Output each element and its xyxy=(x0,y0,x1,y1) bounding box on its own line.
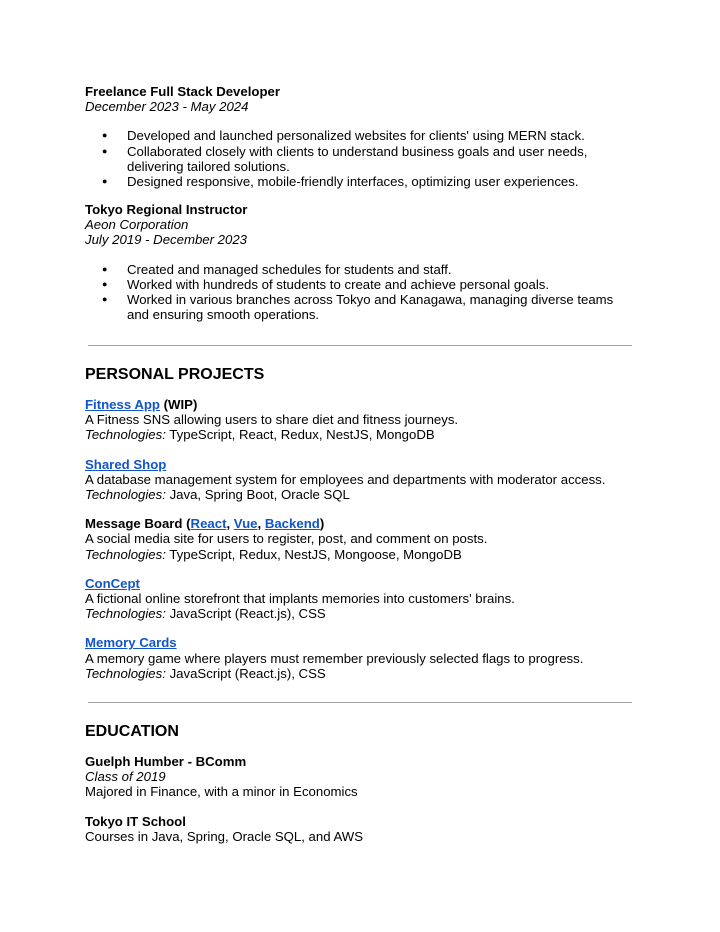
tech-label: Technologies: xyxy=(85,665,166,681)
project-entry xyxy=(85,635,632,681)
experience-entry xyxy=(85,202,632,322)
bullet xyxy=(85,292,632,322)
job-title: Tokyo Regional Instructor xyxy=(85,202,248,217)
tech-list: Java, Spring Boot, Oracle SQL xyxy=(165,487,350,503)
bullet: ● Developed and launched personalized websites for clients' using MERN stack. xyxy=(85,128,632,143)
job-bullets xyxy=(85,262,632,323)
project-link[interactable]: Memory Cards xyxy=(85,635,177,651)
project-tech xyxy=(85,606,632,621)
project-link[interactable]: Fitness App xyxy=(85,397,160,412)
section-divider xyxy=(88,345,632,346)
project-tech xyxy=(85,666,632,681)
tech-list: JavaScript (React.js), CSS xyxy=(165,606,326,622)
section-heading: EDUCATION xyxy=(85,723,179,740)
project-tech xyxy=(85,487,632,502)
job-bullets xyxy=(85,128,632,189)
project-description: A fictional online storefront that implants memories into customers' brains. xyxy=(85,591,515,607)
education-detail: Courses in Java, Spring, Oracle SQL, and AWS xyxy=(85,828,364,844)
project-tech xyxy=(85,547,632,562)
section-divider xyxy=(88,702,632,703)
section-heading: PERSONAL PROJECTS xyxy=(85,366,265,383)
project-entry xyxy=(85,397,632,443)
bullet xyxy=(85,144,632,174)
tech-list: TypeScript, React, Redux, NestJS, MongoDB xyxy=(165,427,435,443)
education-entry xyxy=(85,814,632,844)
bullet: ● Created and managed schedules for students and staff. xyxy=(85,262,632,277)
project-link[interactable]: Shared Shop xyxy=(85,456,167,472)
project-entry xyxy=(85,576,632,622)
project-link-backend[interactable]: Backend xyxy=(264,516,320,532)
education-detail: Majored in Finance, with a minor in Economics xyxy=(85,784,358,800)
project-link-vue[interactable]: Vue xyxy=(233,516,258,532)
projects-section xyxy=(85,366,632,681)
bullet: ● Worked with hundreds of students to create and achieve personal goals. xyxy=(85,277,632,292)
project-title: Message Board xyxy=(85,516,183,532)
separator: , xyxy=(226,516,234,532)
paren: ( xyxy=(182,516,191,532)
project-entry xyxy=(85,457,632,503)
job-company: Aeon Corporation xyxy=(85,217,189,233)
tech-list: JavaScript (React.js), CSS xyxy=(165,665,326,681)
project-description: A database management system for employees and departments with moderator access. xyxy=(85,471,606,487)
education-section xyxy=(85,723,632,844)
tech-list: TypeScript, Redux, NestJS, Mongoose, MongoDB xyxy=(165,546,462,562)
tech-label: Technologies: xyxy=(85,606,166,622)
tech-label: Technologies: xyxy=(85,546,166,562)
project-status: (WIP) xyxy=(159,397,198,412)
bullet: ● Designed responsive, mobile-friendly interfaces, optimizing user experiences. xyxy=(85,174,632,189)
education-entry xyxy=(85,754,632,800)
tech-label: Technologies: xyxy=(85,487,166,503)
project-description: A social media site for users to register, post, and comment on posts. xyxy=(85,531,488,547)
separator: , xyxy=(257,516,265,532)
project-link[interactable]: ConCept xyxy=(85,575,140,591)
project-description: A Fitness SNS allowing users to share diet and fitness journeys. xyxy=(85,412,459,428)
bullet-text: Worked in various branches across Tokyo and Kanagawa, managing diverse teams and ensuring smooth operations. xyxy=(127,292,614,323)
paren: ) xyxy=(319,516,325,532)
graduation: Class of 2019 xyxy=(85,769,166,785)
project-entry xyxy=(85,516,632,562)
experience-entry xyxy=(85,84,632,189)
school-name: Tokyo IT School xyxy=(85,813,186,829)
job-dates: July 2019 - December 2023 xyxy=(85,232,248,248)
project-description: A memory game where players must remember previously selected flags to progress. xyxy=(85,650,584,666)
job-dates: December 2023 - May 2024 xyxy=(85,99,249,115)
project-tech xyxy=(85,427,632,442)
project-link-react[interactable]: React xyxy=(190,516,227,532)
school-name: Guelph Humber - BComm xyxy=(85,754,247,769)
job-title: Freelance Full Stack Developer xyxy=(85,84,280,99)
bullet-text: Collaborated closely with clients to understand business goals and user needs, delivering tailored solutions. xyxy=(127,143,588,174)
tech-label: Technologies: xyxy=(85,427,166,443)
